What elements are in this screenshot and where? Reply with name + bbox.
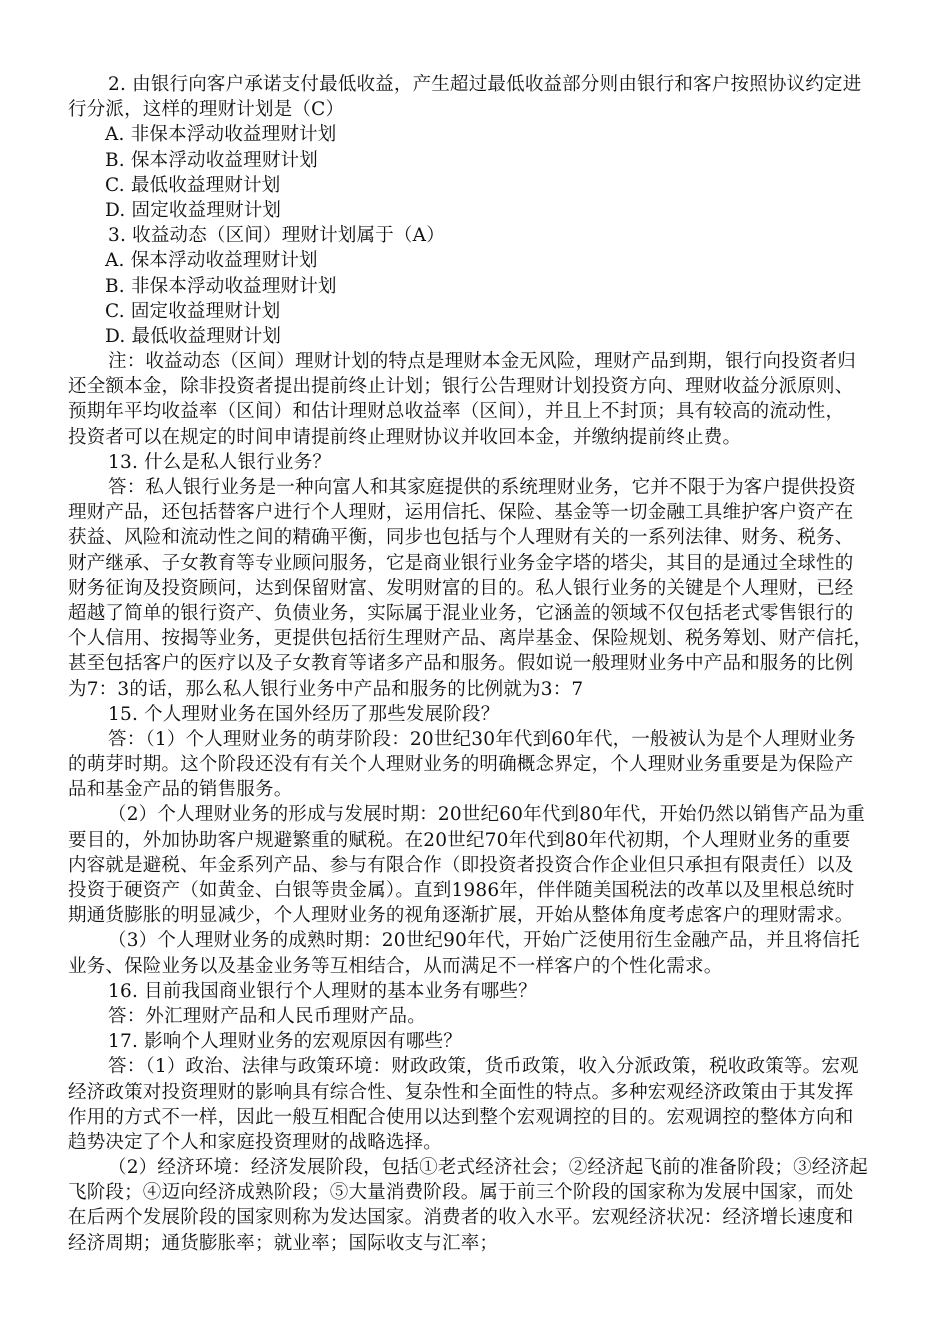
text-line: 飞阶段；④迈向经济成熟阶段；⑤大量消费阶段。属于前三个阶段的国家称为发展中国家，而处 (68, 1182, 854, 1204)
text-line: 个人信用、按揭等业务，更提供包括衍生理财产品、离岸基金、保险规划、税务筹划、财产信托， (68, 628, 873, 650)
text-line: B. 保本浮动收益理财计划 (105, 149, 318, 171)
text-line: 还全额本金，除非投资者提出提前终止计划；银行公告理财计划投资方向、理财收益分派原则、 (68, 376, 854, 398)
text-line: 行分派，这样的理财计划是（C） (68, 99, 345, 121)
text-line: 为7：3的话，那么私人银行业务中产品和服务的比例就为3：7 (68, 678, 584, 700)
text-line: 17. 影响个人理财业务的宏观原因有哪些？ (108, 1031, 463, 1053)
text-line: C. 最低收益理财计划 (105, 174, 281, 196)
text-line: 品和基金产品的销售服务。 (68, 779, 293, 801)
text-line: 理财产品，还包括替客户进行个人理财，运用信托、保险、基金等一切金融工具维护客户资产在 (68, 502, 854, 524)
text-line: 答：（1）政治、法律与政策环境：财政政策，货币政策，收入分派政策，税收政策等。宏观 (108, 1056, 859, 1078)
text-line: 财务征询及投资顾问，达到保留财富、发明财富的目的。私人银行业务的关键是个人理财，已经 (68, 577, 854, 599)
text-line: 答：私人银行业务是一种向富人和其家庭提供的系统理财业务，它并不限于为客户提供投资 (108, 477, 857, 498)
text-line: 注：收益动态（区间）理财计划的特点是理财本金无风险，理财产品到期，银行向投资者归 (108, 351, 857, 373)
text-line: 获益、风险和流动性之间的精确平衡，同步也包括与个人理财有关的一系列法律、财务、税务、 (68, 527, 854, 549)
text-line: 趋势决定了个人和家庭投资理财的战略选择。 (68, 1131, 443, 1153)
text-line: A. 非保本浮动收益理财计划 (105, 124, 337, 146)
text-line: 内容就是避税、年金系列产品、参与有限合作（即投资者投资合作企业但只承担有限责任）以及 (68, 854, 854, 876)
text-line: （2）经济环境：经济发展阶段，包括①老式经济社会；②经济起飞前的准备阶段；③经济起 (108, 1157, 868, 1179)
text-line: B. 非保本浮动收益理财计划 (105, 275, 337, 297)
text-line: 15. 个人理财业务在国外经历了那些发展阶段？ (108, 703, 500, 725)
text-line: 财产继承、子女教育等专业顾问服务，它是商业银行业务金字塔的塔尖，其目的是通过全球性的 (68, 552, 854, 574)
text-line: （2）个人理财业务的形成与发展时期：20世纪60年代到80年代，开始仍然以销售产品为重 (108, 804, 865, 826)
text-line: A. 保本浮动收益理财计划 (105, 250, 318, 272)
text-line: 期通货膨胀的明显减少，个人理财业务的视角逐渐扩展，开始从整体角度考虑客户的理财需求。 (68, 905, 854, 927)
text-line: 3. 收益动态（区间）理财计划属于（A） (108, 225, 445, 247)
text-line: （3）个人理财业务的成熟时期：20世纪90年代，开始广泛使用衍生金融产品，并且将信托 (108, 930, 860, 952)
text-line: 投资者可以在规定的时间申请提前终止理财协议并收回本金，并缴纳提前终止费。 (68, 426, 742, 448)
text-line: 答：外汇理财产品和人民币理财产品。 (108, 1005, 426, 1027)
text-line: 投资于硬资产（如黄金、白银等贵金属）。直到1986年，伴伴随美国税法的改革以及里根总统时 (68, 880, 855, 901)
text-line: 的萌芽时期。这个阶段还没有有关个人理财业务的明确概念界定，个人理财业务重要是为保险产 (68, 754, 854, 776)
text-line: 经济政策对投资理财的影响具有综合性、复杂性和全面性的特点。多种宏观经济政策由于其发挥 (68, 1081, 854, 1103)
text-line: 经济周期；通货膨胀率；就业率；国际收支与汇率； (68, 1232, 499, 1254)
text-line: 答：（1）个人理财业务的萌芽阶段：20世纪30年代到60年代，一般被认为是个人理财业务 (108, 728, 856, 750)
text-line: 2. 由银行向客户承诺支付最低收益，产生超过最低收益部分则由银行和客户按照协议约定进 (108, 74, 862, 95)
text-line: 作用的方式不一样，因此一般互相配合使用以达到整个宏观调控的目的。宏观调控的整体方向和 (68, 1106, 854, 1128)
text-line: 业务、保险业务以及基金业务等互相结合，从而满足不一样客户的个性化需求。 (68, 955, 723, 977)
text-line: 超越了简单的银行资产、负债业务，实际属于混业业务，它涵盖的领域不仅包括老式零售银行的 (68, 602, 854, 624)
text-line: 预期年平均收益率（区间）和估计理财总收益率（区间），并且上不封顶；具有较高的流动性， (68, 401, 845, 423)
text-line: 要目的，外加协助客户规避繁重的赋税。在20世纪70年代到80年代初期，个人理财业务的重要 (68, 829, 851, 851)
text-line: C. 固定收益理财计划 (105, 300, 281, 322)
text-line: D. 最低收益理财计划 (105, 325, 282, 347)
text-line: D. 固定收益理财计划 (105, 199, 282, 221)
text-line: 13. 什么是私人银行业务？ (108, 451, 332, 473)
text-line: 在后两个发展阶段的国家则称为发达国家。消费者的收入水平。宏观经济状况：经济增长速度和 (68, 1207, 854, 1229)
document-body (68, 72, 886, 1256)
text-line: 16. 目前我国商业银行个人理财的基本业务有哪些？ (108, 980, 537, 1002)
text-line: 甚至包括客户的医疗以及子女教育等诸多产品和服务。假如说一般理财业务中产品和服务的比例 (68, 653, 854, 675)
